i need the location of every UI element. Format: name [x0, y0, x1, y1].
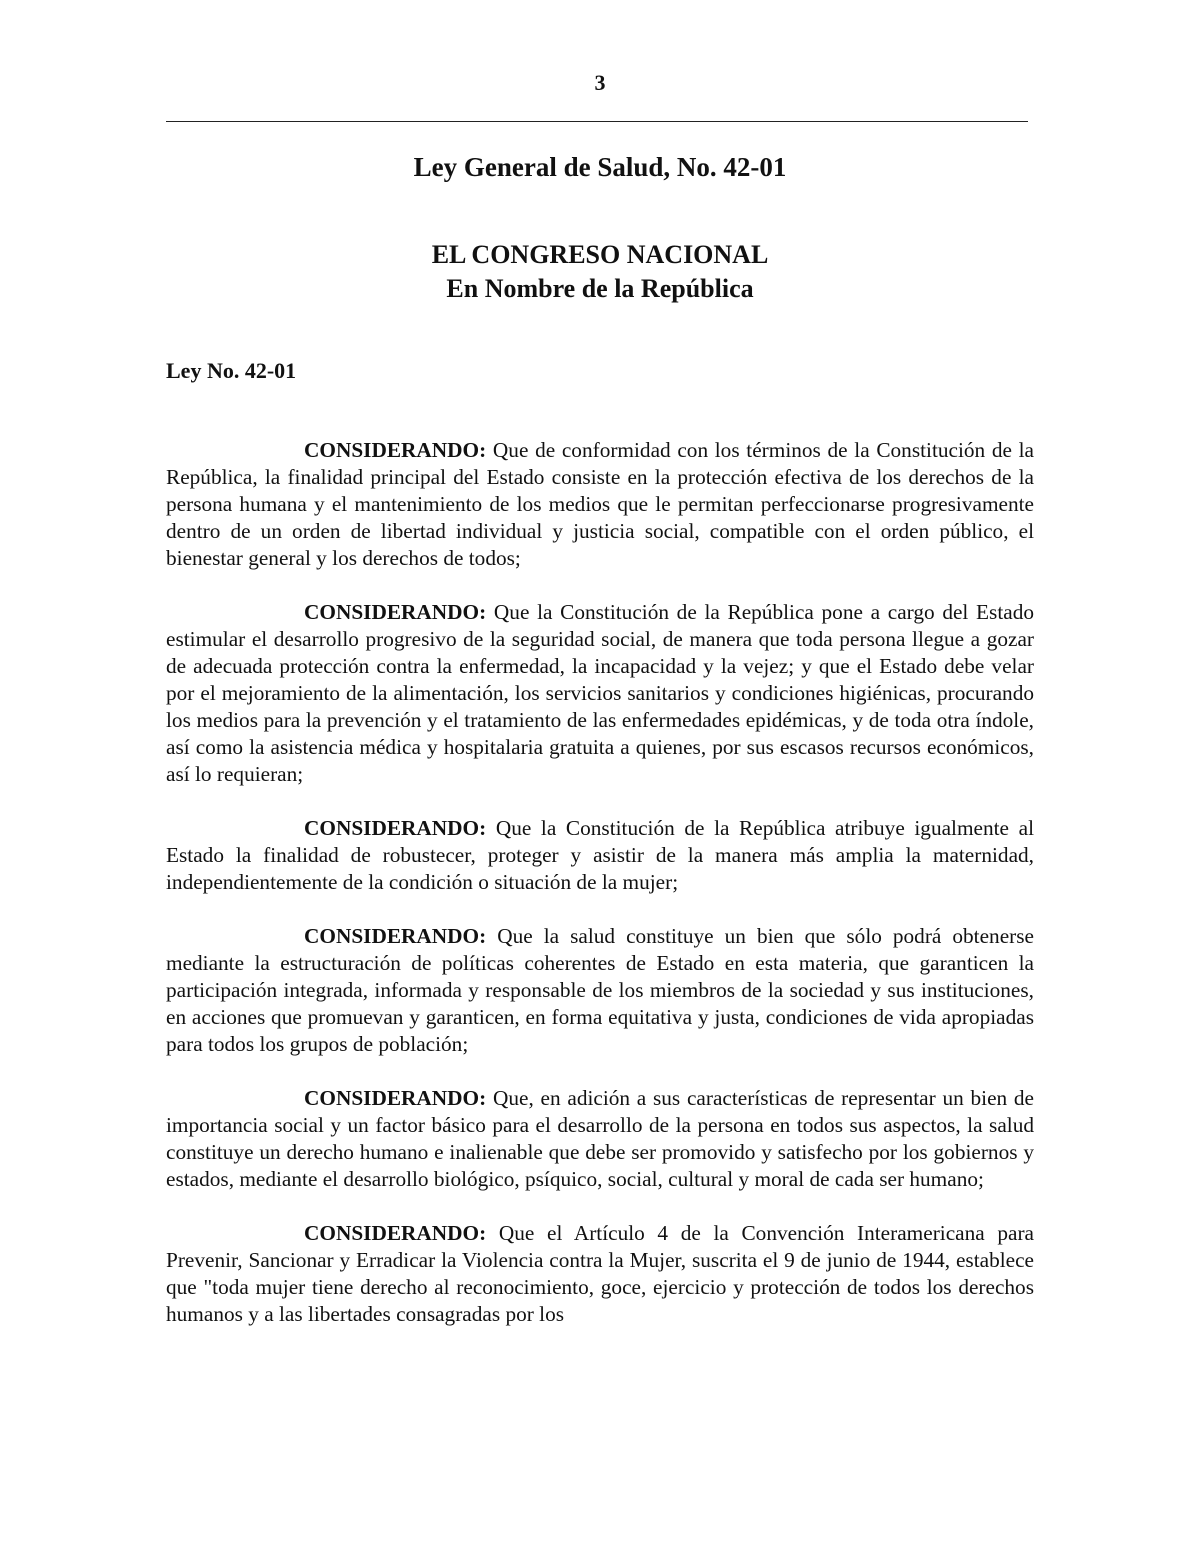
paragraph-text: Que, en adición a sus características de representar un bien de importancia social y un factor básico para el desarrollo de la persona en todos sus aspectos, la salud constituye un derecho humano e inalienable que debe ser promovido y satisfecho por los gobiernos y estados, mediante el desarrollo biológico, psíquico, social, cultural y moral de cada ser humano; — [166, 1086, 1035, 1191]
considerando-paragraph — [166, 923, 1034, 1058]
considerando-label: CONSIDERANDO: — [304, 600, 487, 624]
considerando-paragraph — [166, 599, 1034, 788]
paragraph-text: Que de conformidad con los términos de la Constitución de la República, la finalidad principal del Estado consiste en la protección efectiva de los derechos de la persona humana y el mantenimiento de los medios que le permitan perfeccionarse progresivamente dentro de un orden de libertad individual y justicia social, compatible con el orden público, el bienestar general y los derechos de todos; — [166, 438, 1034, 570]
congress-heading-line1: EL CONGRESO NACIONAL — [431, 240, 769, 269]
paragraph-text: Que el Artículo 4 de la Convención Interamericana para Prevenir, Sancionar y Erradicar la Violencia contra la Mujer, suscrita el 9 de junio de 1944, establece que "toda mujer tiene derecho al reconocimiento, goce, ejercicio y protección de todos los derechos humanos y a las libertades consagradas por los — [166, 1221, 1034, 1326]
considerando-paragraph — [166, 437, 1034, 572]
considerando-paragraph — [166, 1220, 1034, 1328]
considerando-paragraph — [166, 815, 1034, 896]
paragraph-text: Que la Constitución de la República pone a cargo del Estado estimular el desarrollo progresivo de la seguridad social, de manera que toda persona llegue a gozar de adecuada protección contra la enfermedad, la incapacidad y la vejez; y que el Estado debe velar por el mejoramiento de la alimentación, los servicios sanitarios y condiciones higiénicas, procurando los medios para la prevención y el tratamiento de las enfermedades epidémicas, y de toda otra índole, así como la asistencia médica y hospitalaria gratuita a quienes, por sus escasos recursos económicos, así lo requieran; — [166, 600, 1034, 786]
header-divider — [166, 121, 1028, 122]
congress-heading — [0, 238, 1200, 306]
paragraph-text: Que la Constitución de la República atribuye igualmente al Estado la finalidad de robustecer, proteger y asistir de la manera más amplia la maternidad, independientemente de la condición o situación de la mujer; — [166, 816, 1034, 894]
considerando-label: CONSIDERANDO: — [304, 816, 487, 840]
considerando-label: CONSIDERANDO: — [304, 438, 487, 462]
congress-heading-line2: En Nombre de la República — [446, 274, 754, 303]
considerando-label: CONSIDERANDO: — [304, 1221, 487, 1245]
document-title: Ley General de Salud, No. 42-01 — [413, 152, 787, 182]
considerando-label: CONSIDERANDO: — [304, 1086, 487, 1110]
considerando-label: CONSIDERANDO: — [304, 924, 487, 948]
considerando-section — [166, 437, 1034, 1355]
considerando-paragraph — [166, 1085, 1034, 1193]
paragraph-text: Que la salud constituye un bien que sólo podrá obtenerse mediante la estructuración de políticas coherentes de Estado en esta materia, que garanticen la participación integrada, informada y responsable de los miembros de la sociedad y sus instituciones, en acciones que promuevan y garanticen, en forma equitativa y justa, condiciones de vida apropiadas para todos los grupos de población; — [166, 924, 1034, 1056]
page-number: 3 — [594, 70, 606, 95]
law-number: Ley No. 42-01 — [166, 358, 297, 383]
